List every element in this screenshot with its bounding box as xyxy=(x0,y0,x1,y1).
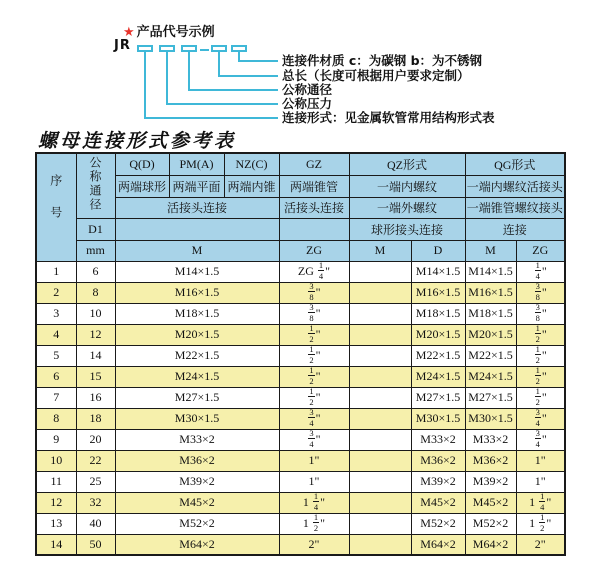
cell-qg-m: M22×1.5 xyxy=(465,345,516,366)
header-qg-desc3: 连接 xyxy=(465,218,565,240)
cell-qg-m: M18×1.5 xyxy=(465,303,516,324)
table-row xyxy=(36,534,565,555)
cell-mm: 25 xyxy=(76,471,115,492)
label-connection: 连接形式：见金属软管常用结构形式表 xyxy=(282,110,495,125)
cell-qg-m: M16×1.5 xyxy=(465,282,516,303)
star-icon: ★ xyxy=(123,25,135,40)
header-col-nz: NZ(C) xyxy=(224,153,279,175)
header-col-qz: QZ形式 xyxy=(349,153,465,175)
cell-qz-m xyxy=(349,492,411,513)
cell-qg-zg: $\frac{1}{4}$ " xyxy=(516,261,565,282)
cell-qz-d: M20×1.5 xyxy=(411,324,465,345)
header-blank-gz xyxy=(279,218,349,240)
cell-mm: 18 xyxy=(76,408,115,429)
cell-seq: 3 xyxy=(36,303,76,324)
cell-seq: 5 xyxy=(36,345,76,366)
leader-line xyxy=(166,52,168,105)
cell-qg-zg: 1" xyxy=(516,471,565,492)
header-zg: ZG xyxy=(279,240,349,261)
cell-qg-m: M36×2 xyxy=(465,450,516,471)
header-gz-desc: 两端锥管 xyxy=(279,175,349,197)
cell-qg-m: M52×2 xyxy=(465,513,516,534)
cell-qz-d: M14×1.5 xyxy=(411,261,465,282)
code-dash xyxy=(200,49,209,51)
cell-mm: 12 xyxy=(76,324,115,345)
header-gz-connection: 活接头连接 xyxy=(279,197,349,218)
cell-m: M33×2 xyxy=(115,429,279,450)
cell-qg-zg: $\frac{1}{2}$ " xyxy=(516,324,565,345)
cell-qz-m xyxy=(349,387,411,408)
table-row xyxy=(36,345,565,366)
cell-zg: 2" xyxy=(279,534,349,555)
header-pm-desc: 两端平面 xyxy=(169,175,224,197)
cell-qz-d: M24×1.5 xyxy=(411,366,465,387)
cell-seq: 4 xyxy=(36,324,76,345)
cell-m: M20×1.5 xyxy=(115,324,279,345)
header-col-q: Q(D) xyxy=(115,153,169,175)
cell-zg: $\frac{3}{8}$ " xyxy=(279,282,349,303)
label-material: 连接件材质 c：为碳钢 b：为不锈钢 xyxy=(282,53,483,68)
header-qz-desc3: 球形接头连接 xyxy=(349,218,465,240)
table-row xyxy=(36,261,565,282)
cell-qg-m: M27×1.5 xyxy=(465,387,516,408)
cell-mm: 40 xyxy=(76,513,115,534)
cell-qz-d: M52×2 xyxy=(411,513,465,534)
cell-qz-m xyxy=(349,345,411,366)
cell-qz-m xyxy=(349,534,411,555)
cell-qz-m xyxy=(349,303,411,324)
table-row xyxy=(36,450,565,471)
cell-m: M14×1.5 xyxy=(115,261,279,282)
product-code-heading xyxy=(123,21,215,40)
table-title: 螺母连接形式参考表 xyxy=(38,130,237,152)
product-code-heading-text: 产品代号示例 xyxy=(136,25,215,40)
cell-qg-zg: $\frac{1}{2}$ " xyxy=(516,345,565,366)
code-box-2 xyxy=(159,45,175,52)
cell-m: M30×1.5 xyxy=(115,408,279,429)
cell-qz-d: M22×1.5 xyxy=(411,345,465,366)
header-qz-m: M xyxy=(349,240,411,261)
cell-qz-d: M27×1.5 xyxy=(411,387,465,408)
leader-line xyxy=(144,52,146,119)
table-row xyxy=(36,387,565,408)
cell-seq: 2 xyxy=(36,282,76,303)
table-row xyxy=(36,429,565,450)
cell-zg: 1" xyxy=(279,471,349,492)
table-row xyxy=(36,303,565,324)
header-d1: D1 xyxy=(76,218,115,240)
code-box-3 xyxy=(181,45,197,52)
cell-zg: $\frac{3}{8}$ " xyxy=(279,303,349,324)
cell-m: M22×1.5 xyxy=(115,345,279,366)
cell-m: M36×2 xyxy=(115,450,279,471)
cell-qg-zg: 1 $\frac{1}{2}$ " xyxy=(516,513,565,534)
cell-mm: 8 xyxy=(76,282,115,303)
table-row xyxy=(36,492,565,513)
cell-qz-m xyxy=(349,261,411,282)
cell-qg-m: M33×2 xyxy=(465,429,516,450)
label-diameter: 公称通径 xyxy=(282,82,333,97)
cell-seq: 8 xyxy=(36,408,76,429)
cell-zg: $\frac{1}{2}$ " xyxy=(279,345,349,366)
header-col-pm: PM(A) xyxy=(169,153,224,175)
leader-line xyxy=(238,60,278,62)
table-row xyxy=(36,324,565,345)
cell-zg: 1 $\frac{1}{4}$ " xyxy=(279,492,349,513)
cell-mm: 32 xyxy=(76,492,115,513)
cell-qz-m xyxy=(349,471,411,492)
cell-qz-m xyxy=(349,450,411,471)
cell-qg-m: M45×2 xyxy=(465,492,516,513)
cell-m: M39×2 xyxy=(115,471,279,492)
cell-mm: 6 xyxy=(76,261,115,282)
cell-qg-m: M24×1.5 xyxy=(465,366,516,387)
cell-seq: 12 xyxy=(36,492,76,513)
code-prefix: JR xyxy=(114,38,131,53)
code-box-5 xyxy=(231,45,247,52)
table-row xyxy=(36,471,565,492)
table-row xyxy=(36,408,565,429)
cell-qg-zg: 2" xyxy=(516,534,565,555)
leader-line xyxy=(166,103,278,105)
cell-seq: 1 xyxy=(36,261,76,282)
cell-qg-m: M20×1.5 xyxy=(465,324,516,345)
header-union-connection: 活接头连接 xyxy=(115,197,279,218)
header-qz-desc2: 一端外螺纹 xyxy=(349,197,465,218)
cell-zg: $\frac{3}{4}$ " xyxy=(279,429,349,450)
cell-mm: 15 xyxy=(76,366,115,387)
header-nz-desc: 两端内锥 xyxy=(224,175,279,197)
cell-qg-zg: 1 $\frac{1}{4}$ " xyxy=(516,492,565,513)
cell-zg: 1 $\frac{1}{2}$ " xyxy=(279,513,349,534)
cell-m: M24×1.5 xyxy=(115,366,279,387)
cell-qz-d: M18×1.5 xyxy=(411,303,465,324)
cell-seq: 6 xyxy=(36,366,76,387)
header-col-qg: QG形式 xyxy=(465,153,565,175)
cell-m: M16×1.5 xyxy=(115,282,279,303)
cell-zg: $\frac{1}{2}$ " xyxy=(279,324,349,345)
label-pressure: 公称压力 xyxy=(282,96,333,111)
cell-qz-d: M45×2 xyxy=(411,492,465,513)
header-qz-desc1: 一端内螺纹 xyxy=(349,175,465,197)
cell-zg: $\frac{1}{2}$ " xyxy=(279,387,349,408)
header-nominal-diameter: 公称通径 xyxy=(76,153,115,218)
cell-seq: 9 xyxy=(36,429,76,450)
cell-qz-m xyxy=(349,282,411,303)
cell-m: M18×1.5 xyxy=(115,303,279,324)
cell-qg-m: M64×2 xyxy=(465,534,516,555)
header-q-desc: 两端球形 xyxy=(115,175,169,197)
cell-mm: 14 xyxy=(76,345,115,366)
cell-qz-m xyxy=(349,324,411,345)
cell-seq: 10 xyxy=(36,450,76,471)
cell-qz-m xyxy=(349,366,411,387)
cell-qz-m xyxy=(349,513,411,534)
cell-mm: 22 xyxy=(76,450,115,471)
cell-qz-m xyxy=(349,408,411,429)
header-qg-desc2: 一端锥管螺纹接头 xyxy=(465,197,565,218)
cell-qz-d: M16×1.5 xyxy=(411,282,465,303)
leader-line xyxy=(218,52,220,77)
leader-line xyxy=(144,117,278,119)
leader-line xyxy=(188,89,278,91)
cell-seq: 14 xyxy=(36,534,76,555)
header-m: M xyxy=(115,240,279,261)
code-box-4 xyxy=(211,45,227,52)
cell-qg-zg: $\frac{3}{8}$ " xyxy=(516,282,565,303)
header-mm: mm xyxy=(76,240,115,261)
cell-seq: 13 xyxy=(36,513,76,534)
table-row xyxy=(36,366,565,387)
header-qg-zg: ZG xyxy=(516,240,565,261)
table-row xyxy=(36,513,565,534)
cell-mm: 50 xyxy=(76,534,115,555)
cell-m: M52×2 xyxy=(115,513,279,534)
header-qg-desc1: 一端内螺纹活接头 xyxy=(465,175,565,197)
cell-m: M45×2 xyxy=(115,492,279,513)
cell-mm: 20 xyxy=(76,429,115,450)
label-length: 总长（长度可根据用户要求定制） xyxy=(282,68,470,83)
header-qg-m: M xyxy=(465,240,516,261)
cell-qz-d: M39×2 xyxy=(411,471,465,492)
cell-seq: 11 xyxy=(36,471,76,492)
table-row xyxy=(36,282,565,303)
header-seq: 序号 xyxy=(36,153,76,261)
cell-m: M27×1.5 xyxy=(115,387,279,408)
header-blank-union xyxy=(115,218,279,240)
leader-line xyxy=(188,52,190,91)
cell-qz-d: M36×2 xyxy=(411,450,465,471)
cell-qg-zg: $\frac{1}{2}$ " xyxy=(516,387,565,408)
cell-qg-zg: $\frac{3}{4}$ " xyxy=(516,408,565,429)
cell-qz-m xyxy=(349,429,411,450)
nut-connection-table xyxy=(35,152,566,556)
cell-qg-zg: $\frac{3}{4}$ " xyxy=(516,429,565,450)
code-box-1 xyxy=(137,45,153,52)
table-body xyxy=(36,261,565,555)
cell-zg: 1" xyxy=(279,450,349,471)
cell-zg: $\frac{1}{2}$ " xyxy=(279,366,349,387)
cell-qg-zg: 1" xyxy=(516,450,565,471)
cell-zg: ZG $\frac{1}{4}$ " xyxy=(279,261,349,282)
cell-qg-m: M14×1.5 xyxy=(465,261,516,282)
cell-qz-d: M30×1.5 xyxy=(411,408,465,429)
cell-qg-zg: $\frac{1}{2}$ " xyxy=(516,366,565,387)
cell-qz-d: M33×2 xyxy=(411,429,465,450)
cell-qz-d: M64×2 xyxy=(411,534,465,555)
header-qz-d: D xyxy=(411,240,465,261)
cell-mm: 10 xyxy=(76,303,115,324)
leader-line xyxy=(218,75,278,77)
header-col-gz: GZ xyxy=(279,153,349,175)
cell-m: M64×2 xyxy=(115,534,279,555)
cell-qg-m: M30×1.5 xyxy=(465,408,516,429)
cell-zg: $\frac{3}{4}$ " xyxy=(279,408,349,429)
cell-seq: 7 xyxy=(36,387,76,408)
cell-qg-zg: $\frac{3}{8}$ " xyxy=(516,303,565,324)
cell-mm: 16 xyxy=(76,387,115,408)
cell-qg-m: M39×2 xyxy=(465,471,516,492)
